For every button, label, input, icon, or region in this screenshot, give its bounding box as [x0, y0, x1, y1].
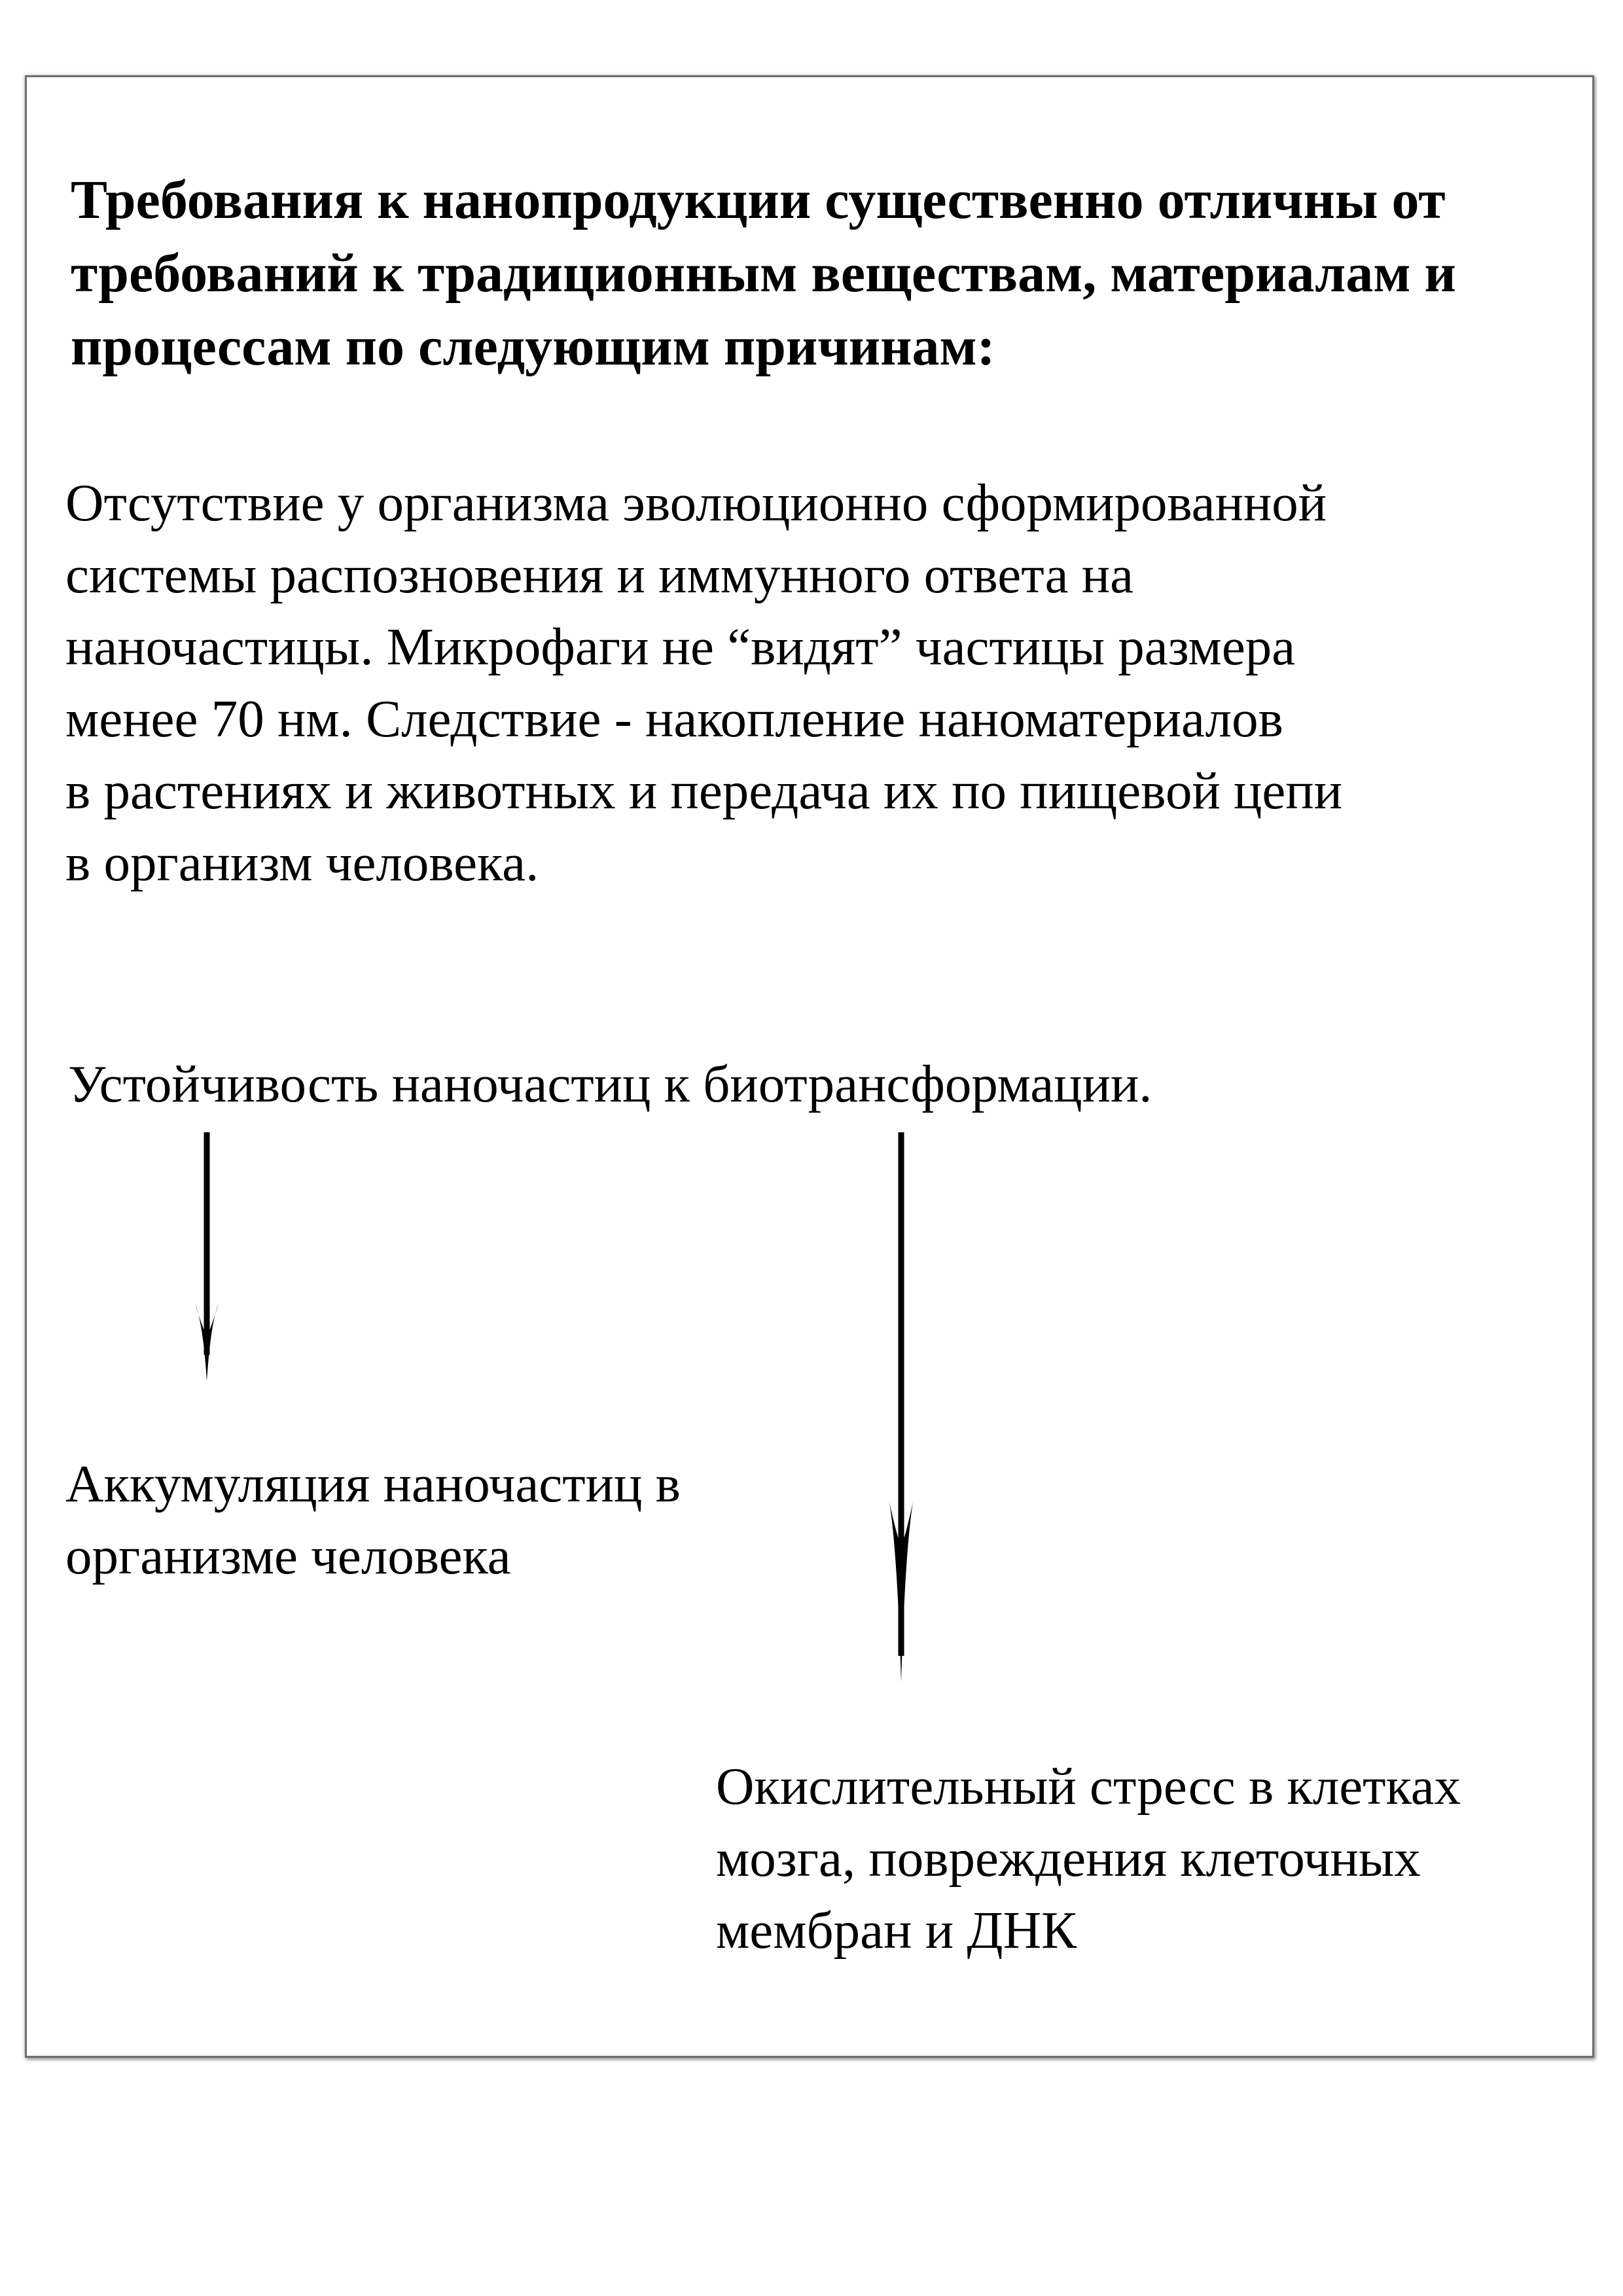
- arrow-to-accumulation: [194, 1132, 220, 1381]
- consequence-2-line: Окислительный стресс в клетках: [716, 1757, 1461, 1816]
- heading-line: Требования к нанопродукции существенно отличны от: [71, 170, 1446, 230]
- reason-1-line: наночастицы. Микрофаги не “видят” частицы размера: [65, 617, 1296, 676]
- arrow-to-oxidative-stress: [888, 1132, 914, 1682]
- reason-2-node: [68, 1048, 1573, 1120]
- reason-2-text: Устойчивость наночастиц к биотрансформации.: [68, 1054, 1152, 1113]
- reason-1-line: менее 70 нм. Следствие - накопление наноматериалов: [65, 689, 1283, 748]
- heading-line: требований к традиционным веществам, материалам и: [71, 243, 1456, 304]
- consequence-2-line: мозга, повреждения клеточных: [716, 1829, 1421, 1888]
- reason-1-line: в организм человека.: [65, 833, 539, 892]
- consequence-1-node: [65, 1448, 851, 1592]
- reason-1-paragraph: [65, 467, 1584, 899]
- heading-line: процессам по следующим причинам:: [71, 316, 995, 377]
- heading: [71, 164, 1576, 384]
- consequence-2-line: мембран и ДНК: [716, 1901, 1077, 1960]
- consequence-1-line: Аккумуляция наночастиц в: [65, 1454, 681, 1513]
- consequence-1-line: организме человека: [65, 1526, 511, 1585]
- reason-1-line: Отсутствие у организма эволюционно сформированной: [65, 473, 1327, 532]
- consequence-2-node: [716, 1750, 1580, 1966]
- reason-1-line: в растениях и животных и передача их по пищевой цепи: [65, 761, 1343, 820]
- reason-1-line: системы распозновения и иммунного ответа на: [65, 545, 1134, 604]
